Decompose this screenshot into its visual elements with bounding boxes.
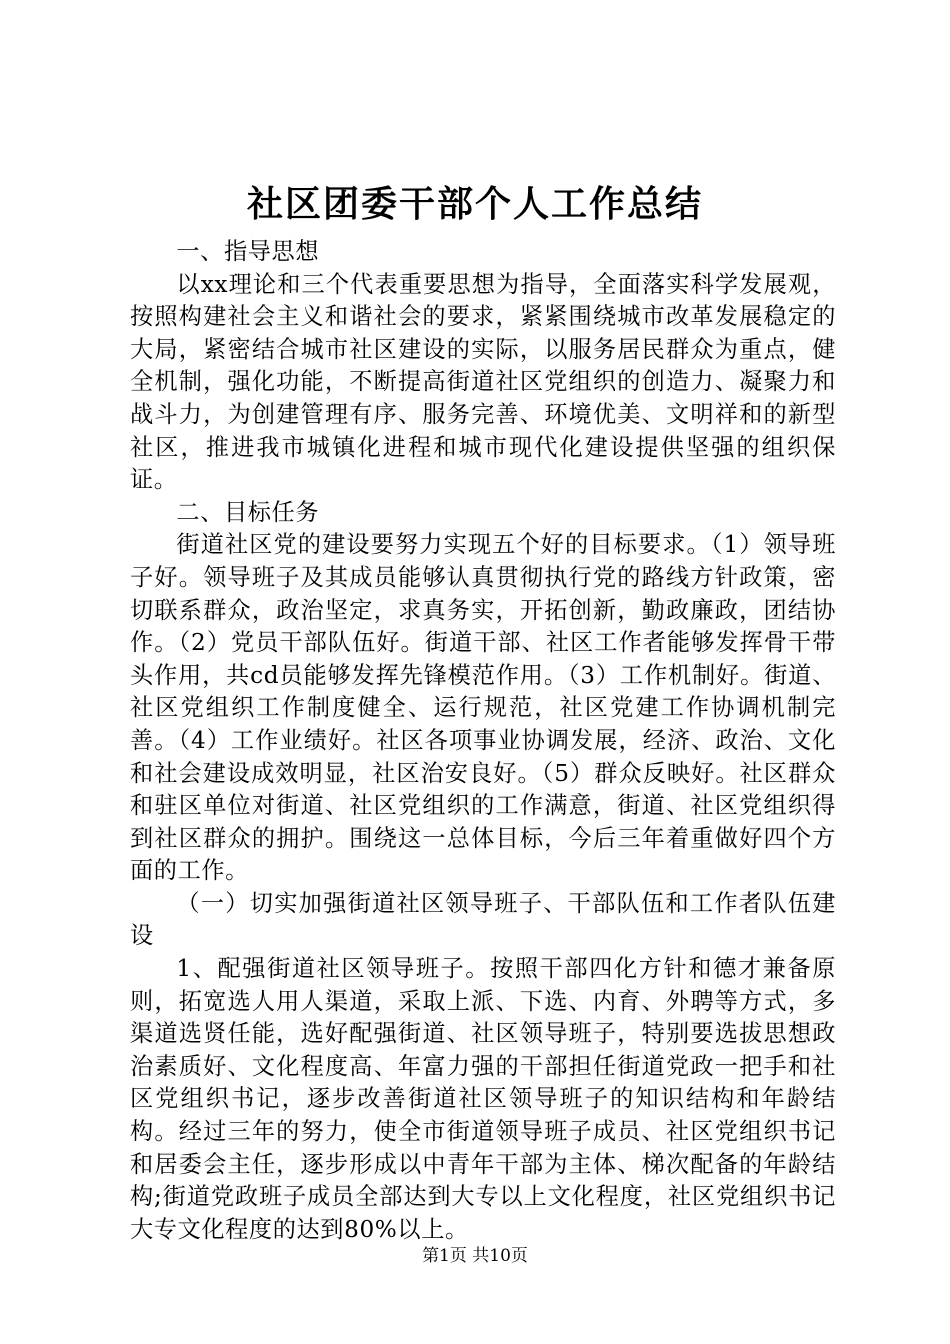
paragraph-guiding-ideology: 以xx理论和三个代表重要思想为指导，全面落实科学发展观，按照构建社会主义和谐社会的要求，紧紧围绕城市改革发展稳定的大局，紧密结合城市社区建设的实际，以服务居民群众为重点，健全机制，强化功能，不断提高街道社区党组织的创造力、凝聚力和战斗力，为创建管理有序、服务完善、环境优美、文明祥和的新型社区，推进我市城镇化进程和城市现代化建设提供坚强的组织保证。 [130,270,836,494]
page-footer: 第1页 共10页 [422,1246,528,1266]
document-body [130,236,836,1246]
paragraph-goals: 街道社区党的建设要努力实现五个好的目标要求。（1）领导班子好。领导班子及其成员能够认真贯彻执行党的路线方针政策，密切联系群众，政治坚定，求真务实，开拓创新，勤政廉政，团结协作。（2）党员干部队伍好。街道干部、社区工作者能够发挥骨干带头作用，共cd员能够发挥先锋模范作用。（3）工作机制好。街道、社区党组织工作制度健全、运行规范，社区党建工作协调机制完善。（4）工作业绩好。社区各项事业协调发展，经济、政治、文化和社会建设成效明显，社区治安良好。（5）群众反映好。社区群众和驻区单位对街道、社区党组织的工作满意，街道、社区党组织得到社区群众的拥护。围绕这一总体目标，今后三年着重做好四个方面的工作。 [130,531,836,885]
section-heading-guiding-ideology: 一、指导思想 [176,238,320,265]
document-title: 社区团委干部个人工作总结 [246,183,703,225]
subsection-heading-team-building: （一）切实加强街道社区领导班子、干部队伍和工作者队伍建设 [130,889,836,950]
section-heading-goals: 二、目标任务 [176,498,320,526]
paragraph-leadership: 1、配强街道社区领导班子。按照干部四化方针和德才兼备原则，拓宽选人用人渠道，采取上派、下选、内育、外聘等方式，多渠道选贤任能，选好配强街道、社区领导班子，特别要选拔思想政治素质好、文化程度高、年富力强的干部担任街道党政一把手和社区党组织书记，逐步改善街道社区领导班子的知识结构和年龄结构。经过三年的努力，使全市街道领导班子成员、社区党组织书记和居委会主任，逐步形成以中青年干部为主体、梯次配备的年龄结构;街道党政班子成员全部达到大专以上文化程度，社区党组织书记大专文化程度的达到80%以上。 [130,955,836,1243]
